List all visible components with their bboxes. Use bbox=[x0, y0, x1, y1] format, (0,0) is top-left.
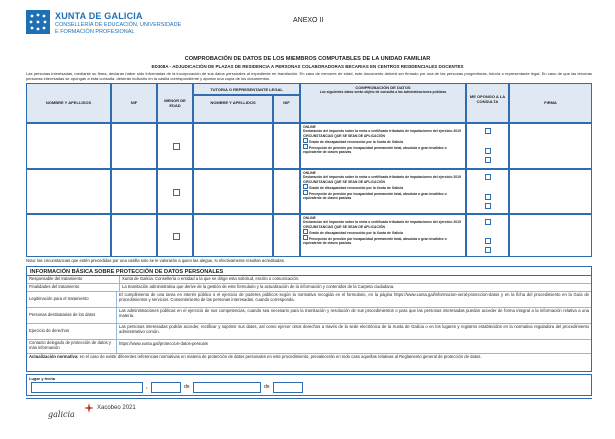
de-sep-2: de bbox=[264, 384, 270, 390]
row1-minor-checkbox[interactable] bbox=[173, 143, 180, 150]
header-minor: MENOR DE EDAD bbox=[157, 83, 193, 123]
row1-minor-cell bbox=[157, 123, 193, 169]
row3-minor-cell bbox=[157, 214, 193, 257]
note-text: Nota: las circunstancias que estén precedidas por una casilla solo se le valorarán a quien las alegue, si efectivamente resultan acreditadas. bbox=[26, 258, 285, 263]
row3-tutor-name-cell[interactable] bbox=[193, 214, 273, 257]
row3-sign-cell[interactable] bbox=[509, 214, 592, 257]
header-tutor-name: NOMBRE Y APELLIDOS bbox=[193, 95, 273, 123]
privacy-section bbox=[26, 266, 592, 372]
row1-disability-checkbox[interactable] bbox=[303, 138, 308, 143]
header-oppose: ME OPONGO A LA CONSULTA bbox=[466, 83, 509, 123]
row1-oppose-pension-checkbox[interactable] bbox=[485, 157, 491, 163]
xacobeo-logo-text: Xacobeo 2021 bbox=[97, 405, 136, 411]
row1-oppose-online-checkbox[interactable] bbox=[485, 128, 491, 134]
row3-oppose-pension-checkbox[interactable] bbox=[485, 247, 491, 253]
row2-minor-checkbox[interactable] bbox=[173, 189, 180, 196]
row2-name-cell[interactable] bbox=[26, 169, 111, 214]
row2-tutor-name-cell[interactable] bbox=[193, 169, 273, 214]
privacy-row: Contacto delegado de protección de datos y más información https://www.xunta.gal/proteccion-datos-persoais bbox=[27, 340, 591, 354]
row2-pension-checkbox[interactable] bbox=[303, 190, 308, 195]
procedure-subtitle: ED308A - ADJUDICACIÓN DE PLAZAS DE RESIDENCIA A PERSONAS COLABORADORAS BECARIAS EN CENTROS RESIDENCIALES DOCENTES bbox=[151, 64, 464, 69]
header-check: COMPROBACIÓN DE DATOS Los siguientes datos serán objeto de consulta a las administraciones públicas bbox=[300, 83, 466, 123]
row1-check-cell: ONLINE Declaración del impuesto sobre la renta o certificado tributario de imputaciones del ejercicio 2019 CIRCUNSTANCIAS QUE SE SEAN DE APLICACIÓN Grado de discapacidad reconocido por la Xunta de Galicia Percepción de pensión por incapacidad permanente total, absoluta o gran invalidez o equivalente de clases pasivas bbox=[300, 123, 466, 169]
header-tutor: TUTOR/A O REPRESENTANTE LEGAL bbox=[193, 83, 300, 95]
page-title: COMPROBACIÓN DE DATOS DE LOS MIEMBROS COMPUTABLES DE LA UNIDAD FAMILIAR bbox=[184, 56, 431, 62]
xacobeo-star-icon bbox=[84, 403, 94, 413]
row3-pension-checkbox[interactable] bbox=[303, 235, 308, 240]
year-input[interactable] bbox=[273, 382, 303, 393]
header-tutor-nif: NIF bbox=[273, 95, 300, 123]
header-nif: NIF bbox=[111, 83, 157, 123]
privacy-row: Legitimación para el tratamiento El cumplimiento de una tarea en interés público o el ejercicio de poderes públicos según la normativa recogida en el formulario, en la página https://www.xunta.gal/informacion-xeral-proteccion-datos y en la ficha del procedimiento en la Guía de procedimientos y servicios. Consentimiento de las personas interesadas, cuando corresponda. bbox=[27, 292, 591, 308]
row2-nif-cell[interactable] bbox=[111, 169, 157, 214]
footer-rule bbox=[26, 398, 592, 399]
place-date-section bbox=[26, 374, 592, 396]
row1-sign-cell[interactable] bbox=[509, 123, 592, 169]
row1-pension-checkbox[interactable] bbox=[303, 144, 308, 149]
month-input[interactable] bbox=[193, 382, 261, 393]
row2-sign-cell[interactable] bbox=[509, 169, 592, 214]
row3-oppose-disability-checkbox[interactable] bbox=[485, 238, 491, 244]
dept-line2: E FORMACIÓN PROFESIONAL bbox=[55, 29, 135, 35]
row2-oppose-pension-checkbox[interactable] bbox=[485, 203, 491, 209]
comma-sep: , bbox=[146, 384, 148, 390]
row1-nif-cell[interactable] bbox=[111, 123, 157, 169]
row2-minor-cell bbox=[157, 169, 193, 214]
privacy-row: Finalidades del tratamiento La tramitación administrativa que derive de la gestión de este formulario y la actualización de la información y contenidos de la Carpeta ciudadana. bbox=[27, 284, 591, 292]
row1-tutor-nif-cell[interactable] bbox=[273, 123, 300, 169]
row1-oppose-disability-checkbox[interactable] bbox=[485, 148, 491, 154]
members-table bbox=[26, 83, 592, 256]
row3-nif-cell[interactable] bbox=[111, 214, 157, 257]
dept-line1: CONSELLERÍA DE EDUCACIÓN, UNIVERSIDADE bbox=[55, 22, 182, 28]
privacy-rows bbox=[27, 276, 591, 361]
row1-name-cell[interactable] bbox=[26, 123, 111, 169]
row3-disability-checkbox[interactable] bbox=[303, 229, 308, 234]
row2-oppose-online-checkbox[interactable] bbox=[485, 174, 491, 180]
privacy-row: Personas destinatarias de los datos Las administraciones públicas en el ejercicio de sus competencias, cuando sea necesario para la tramitación y resolución de sus procedimientos o para que las personas interesadas puedan acceder de forma integral a la información relativa a una materia. bbox=[27, 308, 591, 324]
row2-check-cell: ONLINE Declaración del impuesto sobre la renta o certificado tributario de imputaciones del ejercicio 2019 CIRCUNSTANCIAS QUE SE SEAN DE APLICACIÓN Grado de discapacidad reconocido por la Xunta de Galicia Percepción de pensión por incapacidad permanente total, absoluta o gran invalidez o equivalente de clases pasivas bbox=[300, 169, 466, 214]
privacy-heading: INFORMACIÓN BÁSICA SOBRE PROTECCIÓN DE DATOS PERSONALES bbox=[27, 267, 591, 276]
row1-tutor-name-cell[interactable] bbox=[193, 123, 273, 169]
place-input[interactable] bbox=[31, 382, 143, 393]
annex-label: ANEXO II bbox=[293, 17, 324, 24]
xunta-cross-icon bbox=[26, 10, 50, 34]
row3-oppose-online-checkbox[interactable] bbox=[485, 219, 491, 225]
galicia-logo-text: galicia bbox=[48, 410, 75, 419]
day-input[interactable] bbox=[151, 382, 181, 393]
row3-check-cell: ONLINE Declaración del impuesto sobre la renta o certificado tributario de imputaciones del ejercicio 2019 CIRCUNSTANCIAS QUE SE SEAN DE APLICACIÓN Grado de discapacidad reconocido por la Xunta de Galicia Percepción de pensión por incapacidad permanente total, absoluta o gran invalidez o equivalente de clases pasivas bbox=[300, 214, 466, 257]
privacy-row: Responsable del tratamiento Xunta de Galicia. Consellería o entidad a la que se dirige esta solicitud, escrito o comunicación. bbox=[27, 276, 591, 284]
row3-tutor-nif-cell[interactable] bbox=[273, 214, 300, 257]
row2-disability-checkbox[interactable] bbox=[303, 184, 308, 189]
row3-oppose-cell bbox=[466, 214, 509, 257]
org-name: XUNTA DE GALICIA bbox=[55, 11, 143, 21]
place-date-label: Lugar y fecha bbox=[29, 376, 56, 381]
row2-oppose-cell bbox=[466, 169, 509, 214]
privacy-row: Ejercicio de derechos Las personas interesadas podrán acceder, rectificar y suprimir sus datos, así como ejercer otros derechos a través de la sede electrónica de la Xunta de Galicia o en los lugares y registros establecidos en la normativa reguladora del procedimiento administrativo común. bbox=[27, 324, 591, 340]
xunta-logo bbox=[26, 10, 50, 34]
galicia-logo bbox=[48, 404, 75, 422]
row2-tutor-nif-cell[interactable] bbox=[273, 169, 300, 214]
row3-minor-checkbox[interactable] bbox=[173, 233, 180, 240]
de-sep-1: de bbox=[184, 384, 190, 390]
row2-oppose-disability-checkbox[interactable] bbox=[485, 194, 491, 200]
header-sign: FIRMA bbox=[509, 83, 592, 123]
row1-oppose-cell bbox=[466, 123, 509, 169]
header-name: NOMBRE Y APELLIDOS bbox=[26, 83, 111, 123]
row3-name-cell[interactable] bbox=[26, 214, 111, 257]
privacy-update: Actualización normativa: en el caso de existir diferentes referencias normativas en materia de protección de datos personales en este procedimiento, prevalecerán en todo caso aquellas relativas al Reglamento general de protección de datos. bbox=[29, 354, 482, 359]
xacobeo-logo bbox=[84, 403, 136, 413]
intro-text: Las personas interesadas, mediante su firma, declaran haber sido informadas de la incorporación de sus datos personales al expediente en tramitación. En caso de menores de edad, este documento deberá ser firmado por una de las personas progenitoras, tutor/a o representante legal. En caso de que las terceras personas interesadas se opongan a esta consulta, deberán indicarlo en la casilla correspondiente y aportar una copia de los documentos. bbox=[26, 71, 592, 81]
